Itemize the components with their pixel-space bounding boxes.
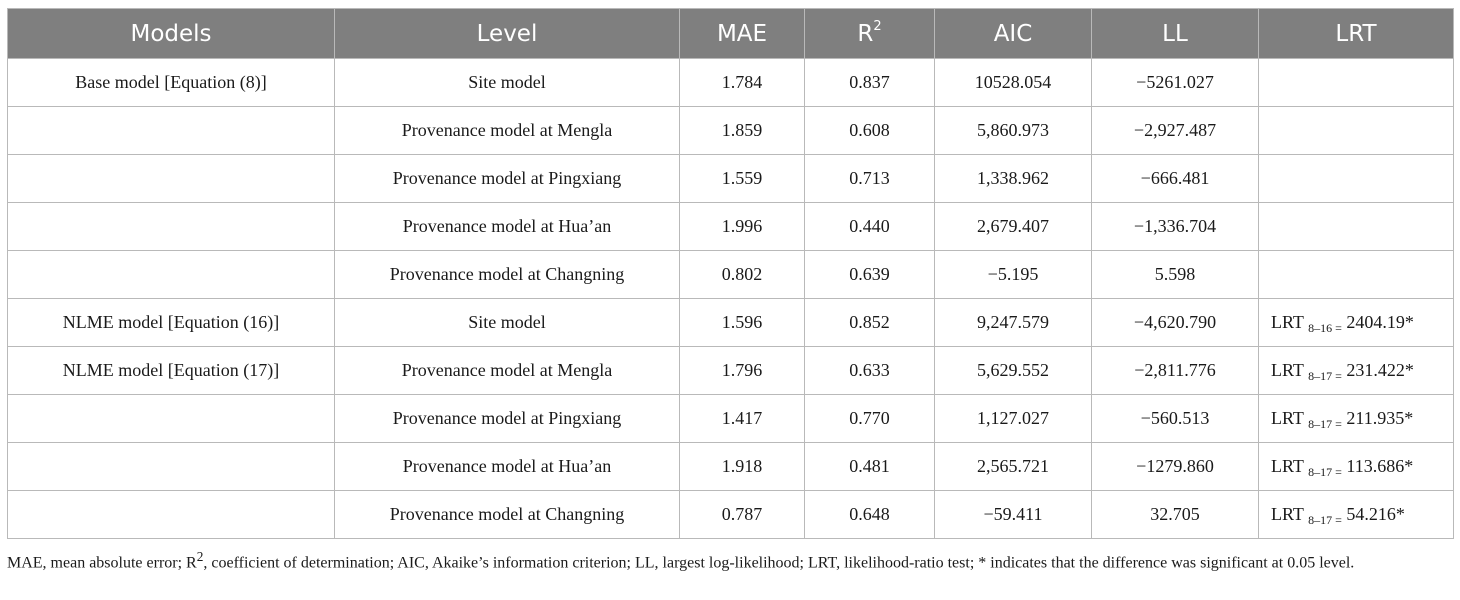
cell-aic: 2,565.721 (935, 443, 1092, 491)
cell-lrt (1259, 203, 1454, 251)
cell-ll: 32.705 (1092, 491, 1259, 539)
cell-mae: 1.918 (680, 443, 805, 491)
cell-mae: 0.802 (680, 251, 805, 299)
header-r2 (805, 9, 935, 59)
cell-model (8, 491, 335, 539)
cell-r2: 0.481 (805, 443, 935, 491)
cell-mae: 1.417 (680, 395, 805, 443)
cell-ll: −4,620.790 (1092, 299, 1259, 347)
header-aic: AIC (935, 9, 1092, 59)
cell-lrt (1259, 107, 1454, 155)
cell-aic: 1,127.027 (935, 395, 1092, 443)
cell-level: Provenance model at Hua’an (335, 443, 680, 491)
table-row (8, 395, 1454, 443)
cell-r2: 0.648 (805, 491, 935, 539)
lrt-prefix: LRT (1271, 408, 1304, 428)
header-r2-superscript: 2 (873, 18, 882, 34)
footnote-text-1: MAE, mean absolute error; R (7, 554, 197, 572)
cell-ll: −1,336.704 (1092, 203, 1259, 251)
cell-aic: 1,338.962 (935, 155, 1092, 203)
cell-aic: −59.411 (935, 491, 1092, 539)
cell-lrt (1259, 347, 1454, 395)
cell-r2: 0.852 (805, 299, 935, 347)
cell-mae: 1.559 (680, 155, 805, 203)
cell-model (8, 395, 335, 443)
cell-aic: 5,629.552 (935, 347, 1092, 395)
table-footnote (7, 545, 1453, 574)
cell-lrt (1259, 395, 1454, 443)
footnote-text-2: , coefficient of determination; AIC, Akaike’s information criterion; LL, largest log-likelihood; LRT, likelihood-ratio test; * indicates that the difference was significant at 0.05 level. (203, 554, 1355, 572)
cell-lrt (1259, 155, 1454, 203)
cell-model (8, 107, 335, 155)
cell-r2: 0.633 (805, 347, 935, 395)
cell-ll: 5.598 (1092, 251, 1259, 299)
cell-aic: 5,860.973 (935, 107, 1092, 155)
table-row (8, 443, 1454, 491)
cell-r2: 0.837 (805, 59, 935, 107)
table-row (8, 203, 1454, 251)
cell-level: Provenance model at Changning (335, 251, 680, 299)
cell-aic: 10528.054 (935, 59, 1092, 107)
cell-level: Site model (335, 299, 680, 347)
header-level: Level (335, 9, 680, 59)
header-models: Models (8, 9, 335, 59)
cell-model: NLME model [Equation (16)] (8, 299, 335, 347)
lrt-prefix: LRT (1271, 312, 1304, 332)
cell-r2: 0.440 (805, 203, 935, 251)
table-body (8, 59, 1454, 539)
table-row (8, 251, 1454, 299)
lrt-value: 231.422* (1346, 360, 1414, 380)
cell-ll: −5261.027 (1092, 59, 1259, 107)
cell-r2: 0.713 (805, 155, 935, 203)
cell-r2: 0.770 (805, 395, 935, 443)
cell-r2: 0.639 (805, 251, 935, 299)
header-lrt: LRT (1259, 9, 1454, 59)
cell-mae: 1.796 (680, 347, 805, 395)
header-row (8, 9, 1454, 59)
cell-lrt (1259, 491, 1454, 539)
table-row (8, 491, 1454, 539)
cell-ll: −666.481 (1092, 155, 1259, 203)
lrt-subscript: 8–17 = (1308, 513, 1342, 527)
cell-level: Provenance model at Mengla (335, 347, 680, 395)
cell-level: Provenance model at Mengla (335, 107, 680, 155)
header-r2-base: R (857, 20, 874, 47)
lrt-value: 54.216* (1346, 504, 1405, 524)
header-mae: MAE (680, 9, 805, 59)
footnote-superscript: 2 (196, 549, 204, 564)
model-comparison-table (7, 8, 1454, 539)
cell-level: Provenance model at Pingxiang (335, 395, 680, 443)
cell-aic: 2,679.407 (935, 203, 1092, 251)
cell-level: Provenance model at Changning (335, 491, 680, 539)
lrt-value: 211.935* (1346, 408, 1414, 428)
lrt-subscript: 8–17 = (1308, 369, 1342, 383)
lrt-subscript: 8–16 = (1308, 321, 1342, 335)
lrt-value: 2404.19* (1346, 312, 1414, 332)
cell-model (8, 203, 335, 251)
table-row (8, 59, 1454, 107)
cell-r2: 0.608 (805, 107, 935, 155)
cell-level: Site model (335, 59, 680, 107)
table-row (8, 155, 1454, 203)
cell-ll: −2,927.487 (1092, 107, 1259, 155)
lrt-subscript: 8–17 = (1308, 465, 1342, 479)
cell-model (8, 155, 335, 203)
cell-model (8, 443, 335, 491)
cell-mae: 1.996 (680, 203, 805, 251)
cell-lrt (1259, 59, 1454, 107)
lrt-prefix: LRT (1271, 360, 1304, 380)
lrt-value: 113.686* (1346, 456, 1414, 476)
lrt-prefix: LRT (1271, 456, 1304, 476)
cell-model: Base model [Equation (8)] (8, 59, 335, 107)
lrt-prefix: LRT (1271, 504, 1304, 524)
cell-lrt (1259, 443, 1454, 491)
header-ll: LL (1092, 9, 1259, 59)
cell-mae: 0.787 (680, 491, 805, 539)
lrt-subscript: 8–17 = (1308, 417, 1342, 431)
cell-mae: 1.859 (680, 107, 805, 155)
table-container (7, 8, 1453, 539)
cell-model (8, 251, 335, 299)
cell-level: Provenance model at Hua’an (335, 203, 680, 251)
cell-ll: −1279.860 (1092, 443, 1259, 491)
cell-mae: 1.596 (680, 299, 805, 347)
cell-aic: −5.195 (935, 251, 1092, 299)
cell-model: NLME model [Equation (17)] (8, 347, 335, 395)
cell-mae: 1.784 (680, 59, 805, 107)
cell-lrt (1259, 299, 1454, 347)
cell-ll: −560.513 (1092, 395, 1259, 443)
cell-ll: −2,811.776 (1092, 347, 1259, 395)
cell-aic: 9,247.579 (935, 299, 1092, 347)
cell-level: Provenance model at Pingxiang (335, 155, 680, 203)
table-row (8, 347, 1454, 395)
table-row (8, 107, 1454, 155)
table-row (8, 299, 1454, 347)
cell-lrt (1259, 251, 1454, 299)
